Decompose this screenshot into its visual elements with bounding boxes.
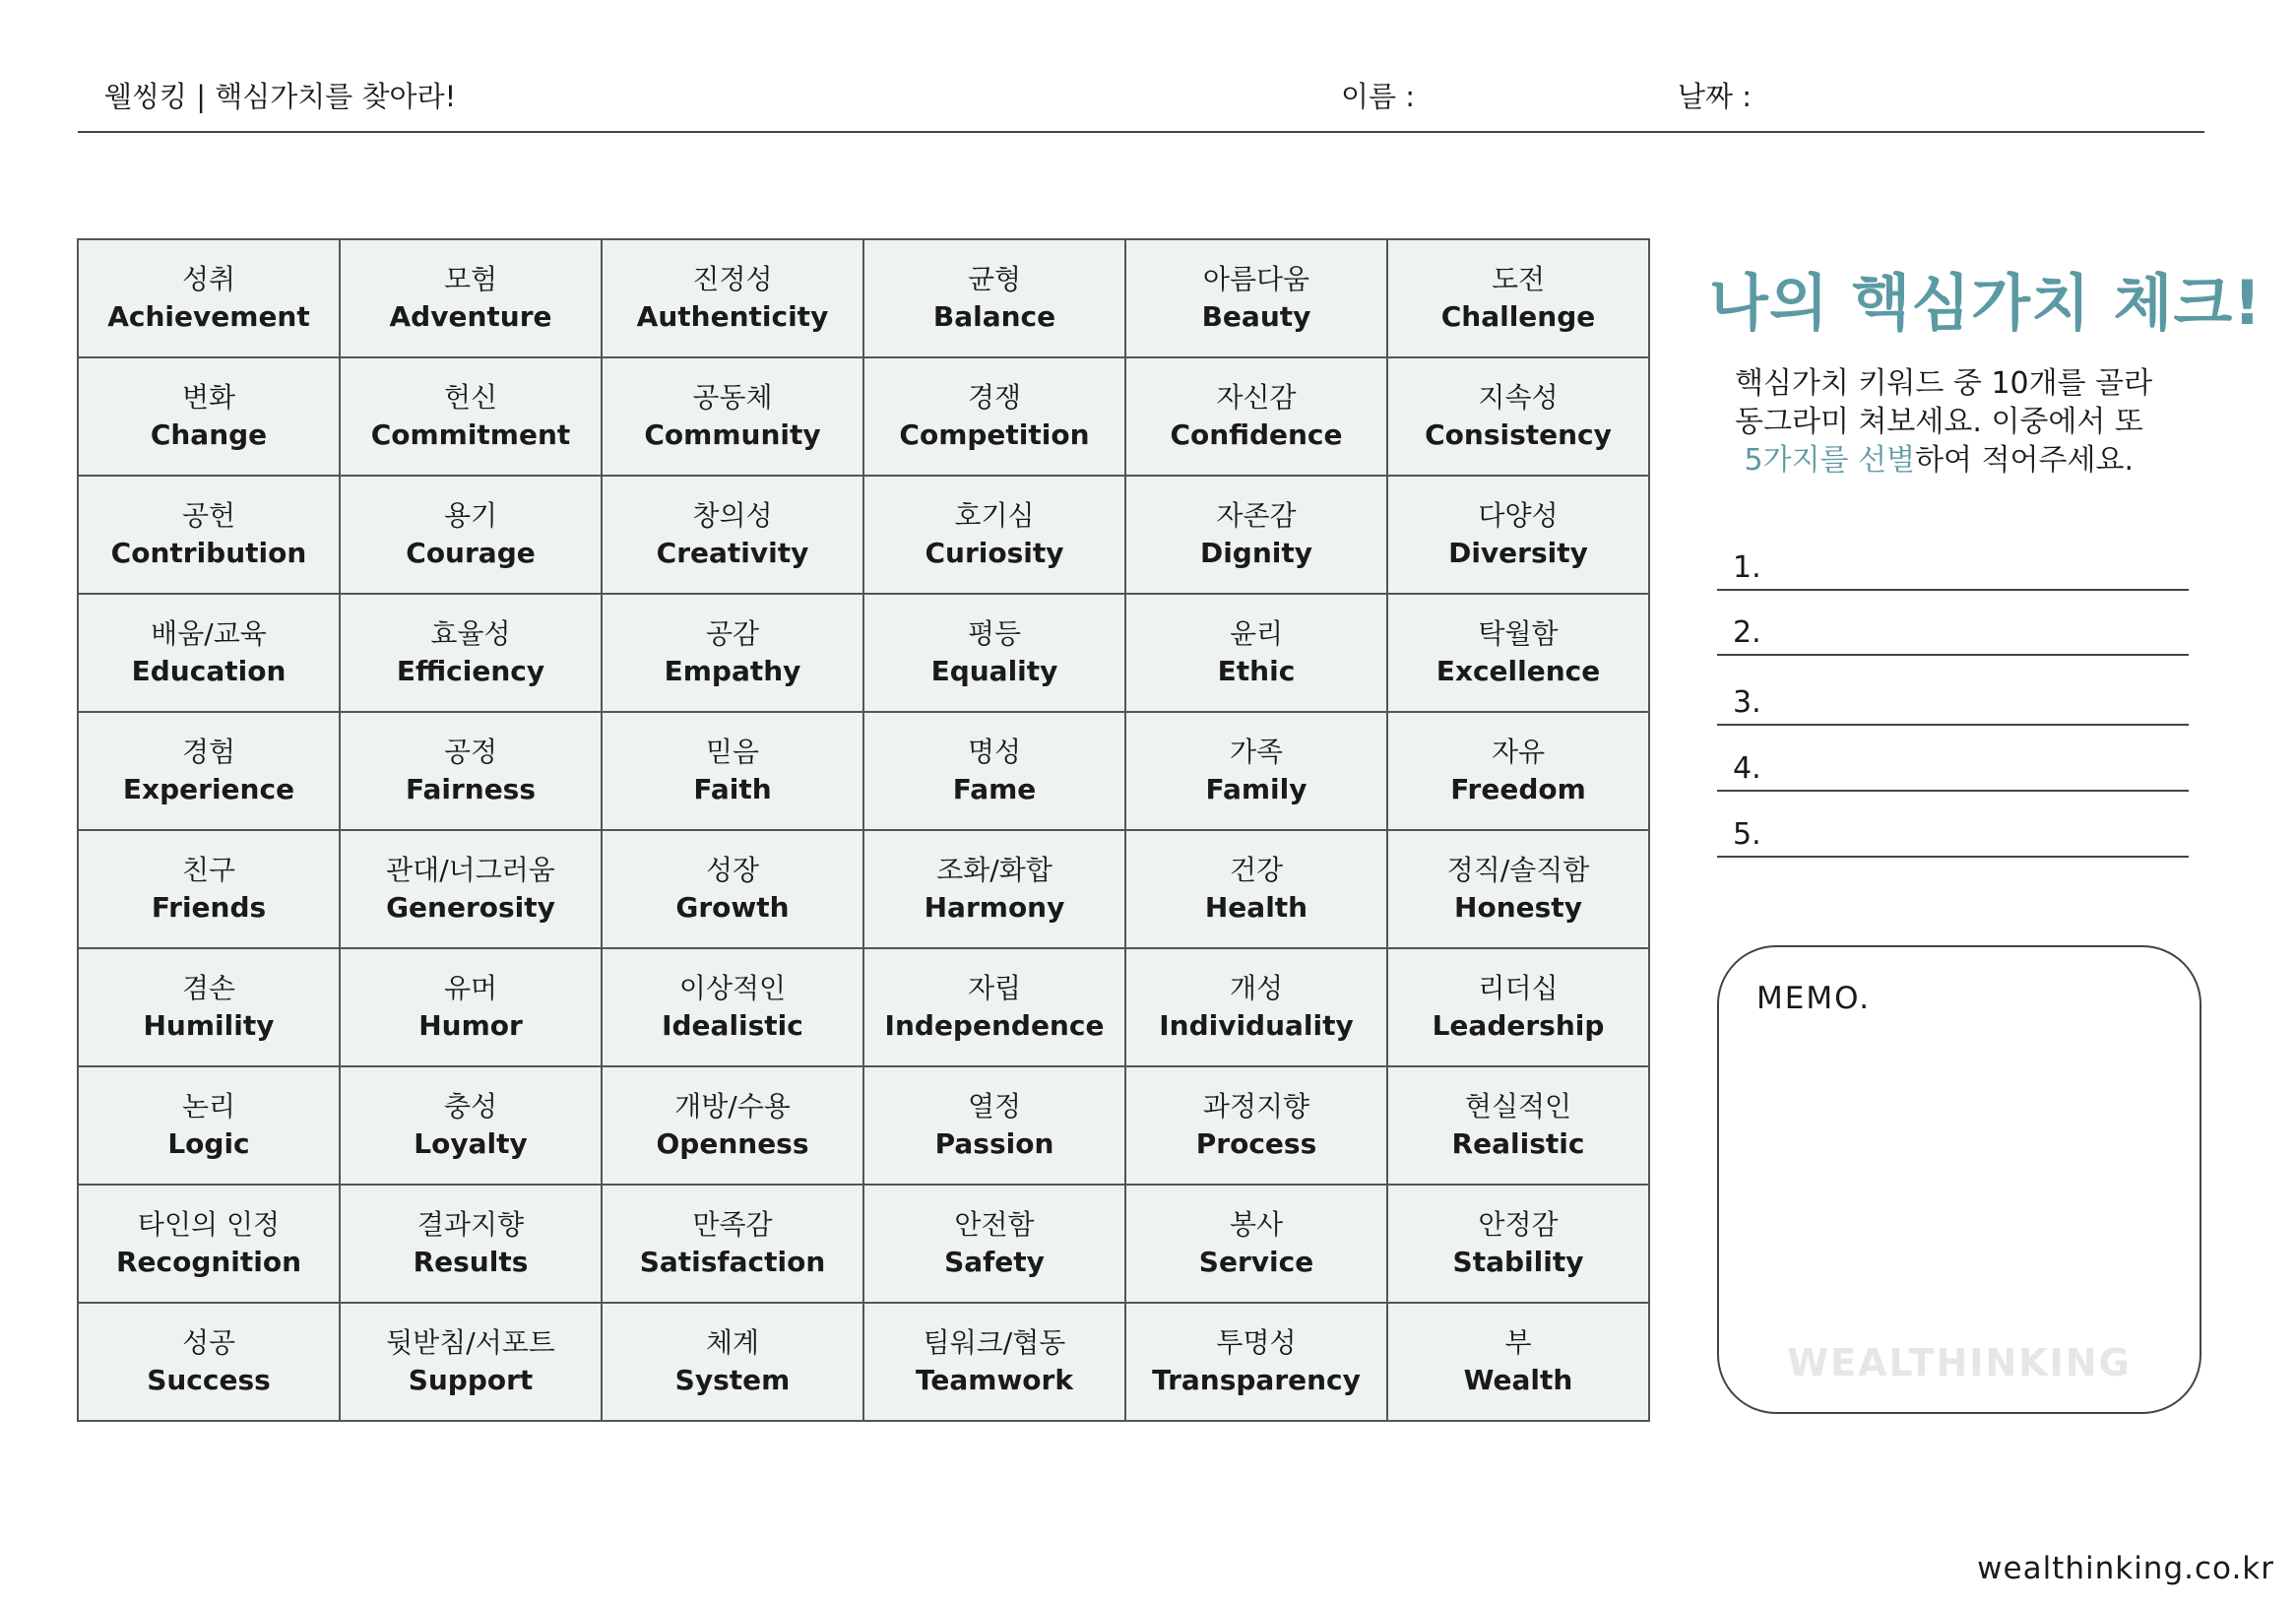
value-english: Achievement: [107, 300, 310, 333]
instructions: [1735, 364, 2152, 480]
value-cell[interactable]: [78, 1185, 340, 1303]
value-cell[interactable]: [602, 712, 863, 830]
value-cell[interactable]: [78, 594, 340, 712]
value-english: Fame: [952, 773, 1037, 805]
value-cell[interactable]: [863, 1303, 1125, 1421]
value-cell[interactable]: [863, 948, 1125, 1066]
instruction-line: [1735, 441, 2152, 480]
instruction-rest: 하여 적어주세요.: [1915, 443, 2135, 478]
value-korean: 타인의 인정: [137, 1208, 281, 1241]
value-korean: 관대/너그러움: [386, 854, 555, 886]
value-korean: 충성: [443, 1090, 498, 1123]
value-cell[interactable]: [340, 948, 602, 1066]
value-cell[interactable]: [78, 1066, 340, 1185]
value-english: Creativity: [656, 537, 809, 569]
value-korean: 자립: [967, 972, 1022, 1004]
value-korean: 윤리: [1229, 617, 1284, 650]
value-cell[interactable]: [1125, 830, 1387, 948]
value-english: Humor: [418, 1009, 523, 1042]
value-cell[interactable]: [1125, 476, 1387, 594]
grid-row: [78, 830, 1649, 948]
value-cell[interactable]: [340, 1185, 602, 1303]
value-cell[interactable]: [340, 476, 602, 594]
value-korean: 균형: [967, 263, 1022, 295]
value-cell[interactable]: [1387, 239, 1649, 357]
grid-row: [78, 476, 1649, 594]
value-english: Authenticity: [636, 300, 829, 333]
value-korean: 진정성: [692, 263, 773, 295]
answer-number: 2.: [1733, 615, 1761, 650]
value-cell[interactable]: [863, 1185, 1125, 1303]
value-korean: 성장: [705, 854, 760, 886]
memo-box[interactable]: [1717, 945, 2201, 1414]
value-cell[interactable]: [340, 830, 602, 948]
value-korean: 경쟁: [967, 381, 1022, 414]
value-korean: 변화: [181, 381, 236, 414]
grid-row: [78, 1185, 1649, 1303]
value-korean: 자신감: [1216, 381, 1297, 414]
sheet-title: 웰씽킹 | 핵심가치를 찾아라!: [104, 80, 457, 113]
value-korean: 도전: [1491, 263, 1546, 295]
value-english: Safety: [944, 1246, 1045, 1278]
value-cell[interactable]: [602, 830, 863, 948]
value-cell[interactable]: [1387, 594, 1649, 712]
value-english: Service: [1198, 1246, 1314, 1278]
value-cell[interactable]: [863, 712, 1125, 830]
answer-number: 4.: [1733, 751, 1761, 786]
value-english: Recognition: [115, 1246, 302, 1278]
value-korean: 경험: [181, 736, 236, 768]
value-cell[interactable]: [78, 830, 340, 948]
answer-line-3[interactable]: [1717, 684, 2189, 726]
value-korean: 성공: [181, 1326, 236, 1359]
value-english: System: [674, 1364, 791, 1396]
instruction-line: 핵심가치 키워드 중 10개를 골라: [1735, 366, 2153, 401]
value-korean: 아름다움: [1202, 263, 1310, 295]
value-english: Leadership: [1432, 1009, 1605, 1042]
value-english: Passion: [934, 1127, 1054, 1160]
value-korean: 유머: [443, 972, 498, 1004]
value-cell[interactable]: [1125, 357, 1387, 476]
value-english: Generosity: [386, 891, 555, 924]
value-english: Equality: [930, 655, 1058, 687]
value-korean: 열정: [967, 1090, 1022, 1123]
value-english: Transparency: [1152, 1364, 1361, 1396]
value-english: Logic: [167, 1127, 250, 1160]
value-english: Teamwork: [916, 1364, 1073, 1396]
value-korean: 명성: [967, 736, 1022, 768]
value-cell[interactable]: [863, 1066, 1125, 1185]
value-korean: 배움/교육: [151, 617, 267, 650]
value-korean: 이상적인: [678, 972, 787, 1004]
grid-row: [78, 357, 1649, 476]
value-korean: 공정: [443, 736, 498, 768]
value-cell[interactable]: [1125, 948, 1387, 1066]
value-cell[interactable]: [1387, 357, 1649, 476]
value-korean: 지속성: [1478, 381, 1559, 414]
value-cell[interactable]: [602, 1066, 863, 1185]
value-cell[interactable]: [1125, 1185, 1387, 1303]
value-cell[interactable]: [863, 476, 1125, 594]
header-divider: [78, 131, 2204, 133]
value-korean: 공감: [705, 617, 760, 650]
value-cell[interactable]: [863, 830, 1125, 948]
watermark-logo: WEALTHINKING: [1787, 1341, 2132, 1384]
value-cell[interactable]: [602, 1303, 863, 1421]
value-cell[interactable]: [863, 239, 1125, 357]
answer-number: 1.: [1733, 550, 1761, 585]
value-korean: 창의성: [692, 499, 773, 532]
value-cell[interactable]: [602, 594, 863, 712]
value-korean: 현실적인: [1464, 1090, 1572, 1123]
value-korean: 봉사: [1229, 1208, 1284, 1241]
answer-number: 3.: [1733, 685, 1761, 720]
value-english: Confidence: [1170, 418, 1343, 451]
grid-row: [78, 239, 1649, 357]
value-english: Empathy: [664, 655, 801, 687]
value-korean: 리더십: [1478, 972, 1559, 1004]
value-korean: 가족: [1229, 736, 1284, 768]
value-cell[interactable]: [78, 948, 340, 1066]
value-cell[interactable]: [78, 1303, 340, 1421]
value-english: Efficiency: [396, 655, 545, 687]
value-korean: 결과지향: [416, 1208, 525, 1241]
answer-line-4[interactable]: [1717, 750, 2189, 792]
value-cell[interactable]: [340, 1303, 602, 1421]
value-korean: 조화/화합: [936, 854, 1052, 886]
value-korean: 개성: [1229, 972, 1284, 1004]
value-korean: 겸손: [181, 972, 236, 1004]
value-english: Faith: [693, 773, 772, 805]
panel-title: 나의 핵심가치 체크!: [1709, 267, 2263, 339]
value-korean: 공헌: [181, 499, 236, 532]
value-english: Humility: [143, 1009, 275, 1042]
value-korean: 자존감: [1216, 499, 1297, 532]
value-english: Honesty: [1454, 891, 1582, 924]
value-cell[interactable]: [863, 357, 1125, 476]
value-english: Challenge: [1440, 300, 1596, 333]
value-cell[interactable]: [602, 239, 863, 357]
grid-row: [78, 1303, 1649, 1421]
value-korean: 정직/솔직함: [1446, 854, 1590, 886]
value-cell[interactable]: [1125, 712, 1387, 830]
value-english: Friends: [151, 891, 267, 924]
value-cell[interactable]: [602, 476, 863, 594]
grid-row: [78, 948, 1649, 1066]
value-cell[interactable]: [78, 239, 340, 357]
value-korean: 모험: [443, 263, 498, 295]
value-english: Change: [150, 418, 268, 451]
value-korean: 논리: [181, 1090, 236, 1123]
value-cell[interactable]: [78, 712, 340, 830]
value-korean: 안전함: [954, 1208, 1035, 1241]
value-cell[interactable]: [1387, 1066, 1649, 1185]
value-cell[interactable]: [602, 948, 863, 1066]
value-cell[interactable]: [1387, 830, 1649, 948]
value-english: Process: [1195, 1127, 1317, 1160]
value-cell[interactable]: [1125, 1066, 1387, 1185]
value-korean: 호기심: [954, 499, 1035, 532]
value-english: Growth: [675, 891, 790, 924]
value-korean: 헌신: [443, 381, 498, 414]
value-cell[interactable]: [340, 357, 602, 476]
value-english: Stability: [1452, 1246, 1584, 1278]
value-english: Success: [147, 1364, 271, 1396]
value-korean: 개방/수용: [674, 1090, 791, 1123]
answer-line-2[interactable]: [1717, 614, 2189, 656]
grid-row: [78, 712, 1649, 830]
values-grid: [77, 238, 1650, 1422]
value-english: Independence: [884, 1009, 1105, 1042]
answer-number: 5.: [1733, 817, 1761, 852]
value-korean: 체계: [705, 1326, 760, 1359]
date-label: 날짜 :: [1678, 80, 1753, 113]
value-english: Education: [131, 655, 287, 687]
instruction-highlight: 5가지를 선별: [1744, 443, 1916, 478]
value-english: Health: [1204, 891, 1308, 924]
value-english: Contribution: [110, 537, 307, 569]
value-korean: 만족감: [692, 1208, 773, 1241]
value-korean: 다양성: [1478, 499, 1559, 532]
instruction-line: 동그라미 쳐보세요. 이중에서 또: [1735, 405, 2143, 439]
value-cell[interactable]: [602, 357, 863, 476]
value-english: Individuality: [1159, 1009, 1354, 1042]
value-korean: 건강: [1229, 854, 1284, 886]
value-cell[interactable]: [1387, 476, 1649, 594]
answer-line-5[interactable]: [1717, 816, 2189, 858]
value-english: Ethic: [1217, 655, 1296, 687]
value-cell[interactable]: [1125, 1303, 1387, 1421]
value-korean: 믿음: [705, 736, 760, 768]
value-korean: 투명성: [1216, 1326, 1297, 1359]
grid-row: [78, 1066, 1649, 1185]
value-english: Wealth: [1463, 1364, 1573, 1396]
value-english: Adventure: [389, 300, 552, 333]
answer-line-1[interactable]: [1717, 549, 2189, 591]
value-cell[interactable]: [863, 594, 1125, 712]
footer-url: wealthinking.co.kr: [1977, 1551, 2274, 1586]
value-english: Competition: [899, 418, 1090, 451]
value-korean: 용기: [443, 499, 498, 532]
value-english: Results: [413, 1246, 529, 1278]
value-english: Fairness: [405, 773, 537, 805]
value-korean: 부: [1504, 1326, 1532, 1359]
value-cell[interactable]: [1387, 948, 1649, 1066]
value-english: Openness: [656, 1127, 809, 1160]
value-cell[interactable]: [1387, 1185, 1649, 1303]
value-korean: 성취: [181, 263, 236, 295]
value-english: Courage: [406, 537, 536, 569]
value-english: Commitment: [370, 418, 571, 451]
grid-row: [78, 594, 1649, 712]
value-english: Loyalty: [414, 1127, 528, 1160]
value-english: Beauty: [1201, 300, 1311, 333]
value-english: Support: [408, 1364, 534, 1396]
value-english: Excellence: [1435, 655, 1601, 687]
value-cell[interactable]: [1125, 239, 1387, 357]
value-english: Experience: [122, 773, 295, 805]
value-english: Idealistic: [662, 1009, 803, 1042]
value-korean: 공동체: [692, 381, 773, 414]
value-cell[interactable]: [340, 239, 602, 357]
memo-label: MEMO.: [1756, 981, 1872, 1016]
value-english: Freedom: [1450, 773, 1586, 805]
value-korean: 친구: [181, 854, 236, 886]
value-cell[interactable]: [1387, 1303, 1649, 1421]
value-korean: 뒷받침/서포트: [386, 1326, 555, 1359]
value-english: Satisfaction: [639, 1246, 826, 1278]
value-cell[interactable]: [78, 357, 340, 476]
value-korean: 안정감: [1478, 1208, 1559, 1241]
value-cell[interactable]: [340, 594, 602, 712]
value-cell[interactable]: [1387, 712, 1649, 830]
value-cell[interactable]: [340, 712, 602, 830]
value-english: Diversity: [1448, 537, 1588, 569]
value-korean: 평등: [967, 617, 1022, 650]
value-cell[interactable]: [340, 1066, 602, 1185]
value-cell[interactable]: [1125, 594, 1387, 712]
value-english: Community: [644, 418, 821, 451]
value-korean: 과정지향: [1202, 1090, 1310, 1123]
value-english: Realistic: [1451, 1127, 1585, 1160]
value-korean: 효율성: [430, 617, 511, 650]
value-cell[interactable]: [78, 476, 340, 594]
name-label: 이름 :: [1341, 80, 1416, 113]
value-english: Harmony: [924, 891, 1065, 924]
value-cell[interactable]: [602, 1185, 863, 1303]
value-korean: 탁월함: [1478, 617, 1559, 650]
value-english: Consistency: [1425, 418, 1612, 451]
value-english: Family: [1205, 773, 1307, 805]
value-english: Balance: [932, 300, 1056, 333]
value-english: Curiosity: [925, 537, 1064, 569]
value-korean: 자유: [1491, 736, 1546, 768]
value-english: Dignity: [1199, 537, 1313, 569]
value-korean: 팀워크/협동: [923, 1326, 1066, 1359]
